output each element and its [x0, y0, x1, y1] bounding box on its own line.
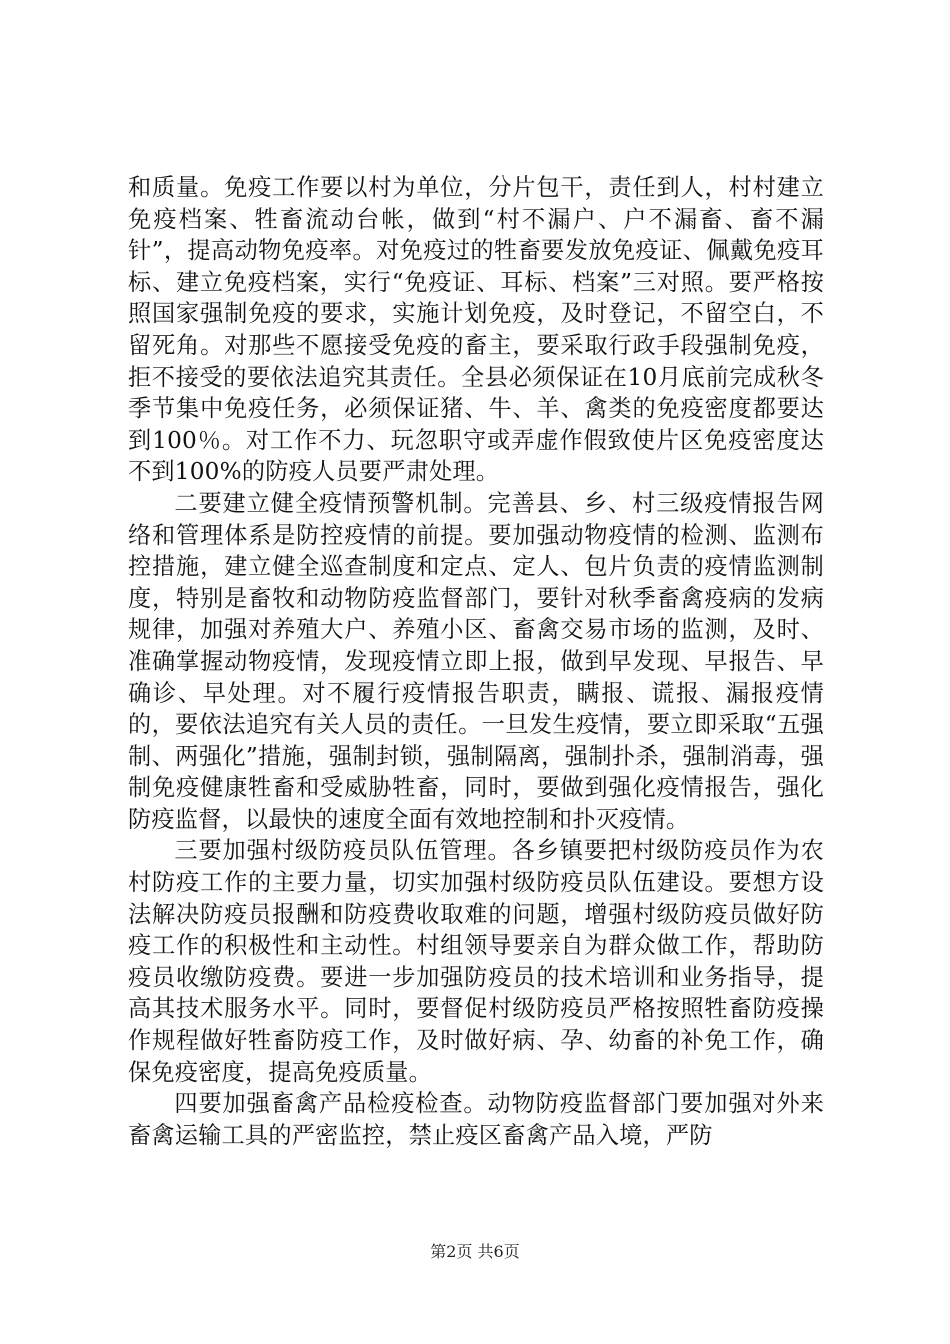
paragraph-village-staff: 三要加强村级防疫员队伍管理。各乡镇要把村级防疫员作为农村防疫工作的主要力量，切实加强村级防疫员队伍建设。要想方设法解决防疫员报酬和防疫费收取难的问题，增强村级防疫员做好防疫工作的积极性和主动性。村组领导要亲自为群众做工作，帮助防疫员收缴防疫费。要进一步加强防疫员的技术培训和业务指导，提高其技术服务水平。同时，要督促村级防疫员严格按照牲畜防疫操作规程做好牲畜防疫工作，及时做好病、孕、幼畜的补免工作，确保免疫密度，提高免疫质量。 [128, 837, 824, 1086]
paragraph-continued: 和质量。免疫工作要以村为单位，分片包干，责任到人，村村建立免疫档案、牲畜流动台帐，做到“村不漏户、户不漏畜、畜不漏针”，提高动物免疫率。对免疫过的牲畜要发放免疫证、佩戴免疫耳标、建立免疫档案，实行“免疫证、耳标、档案”三对照。要严格按照国家强制免疫的要求，实施计划免疫，及时登记，不留空白，不留死角。对那些不愿接受免疫的畜主，要采取行政手段强制免疫，拒不接受的要依法追究其责任。全县必须保证在10月底前完成秋冬季节集中免疫任务，必须保证猪、牛、羊、禽类的免疫密度都要达到100％。对工作不力、玩忽职守或弄虚作假致使片区免疫密度达不到100%的防疫人员要严肃处理。 [128, 174, 824, 486]
document-body [128, 172, 824, 1151]
paragraph-epidemic-warning: 二要建立健全疫情预警机制。完善县、乡、村三级疫情报告网络和管理体系是防控疫情的前提。要加强动物疫情的检测、监测布控措施，建立健全巡查制度和定点、定人、包片负责的疫情监测制度，特别是畜牧和动物防疫监督部门，要针对秋季畜禽疫病的发病规律，加强对养殖大户、养殖小区、畜禽交易市场的监测，及时、准确掌握动物疫情，发现疫情立即上报，做到早发现、早报告、早确诊、早处理。对不履行疫情报告职责，瞒报、谎报、漏报疫情的，要依法追究有关人员的责任。一旦发生疫情，要立即采取“五强制、两强化”措施，强制封锁，强制隔离，强制扑杀，强制消毒，强制免疫健康牲畜和受威胁牲畜，同时，要做到强化疫情报告，强化防疫监督，以最快的速度全面有效地控制和扑灭疫情。 [128, 489, 824, 833]
page-footer: 第2页 共6页 [430, 1242, 520, 1261]
paragraph-quarantine-inspection: 四要加强畜禽产品检疫检查。动物防疫监督部门要加强对外来畜禽运输工具的严密监控，禁止疫区畜禽产品入境，严防 [128, 1090, 824, 1149]
